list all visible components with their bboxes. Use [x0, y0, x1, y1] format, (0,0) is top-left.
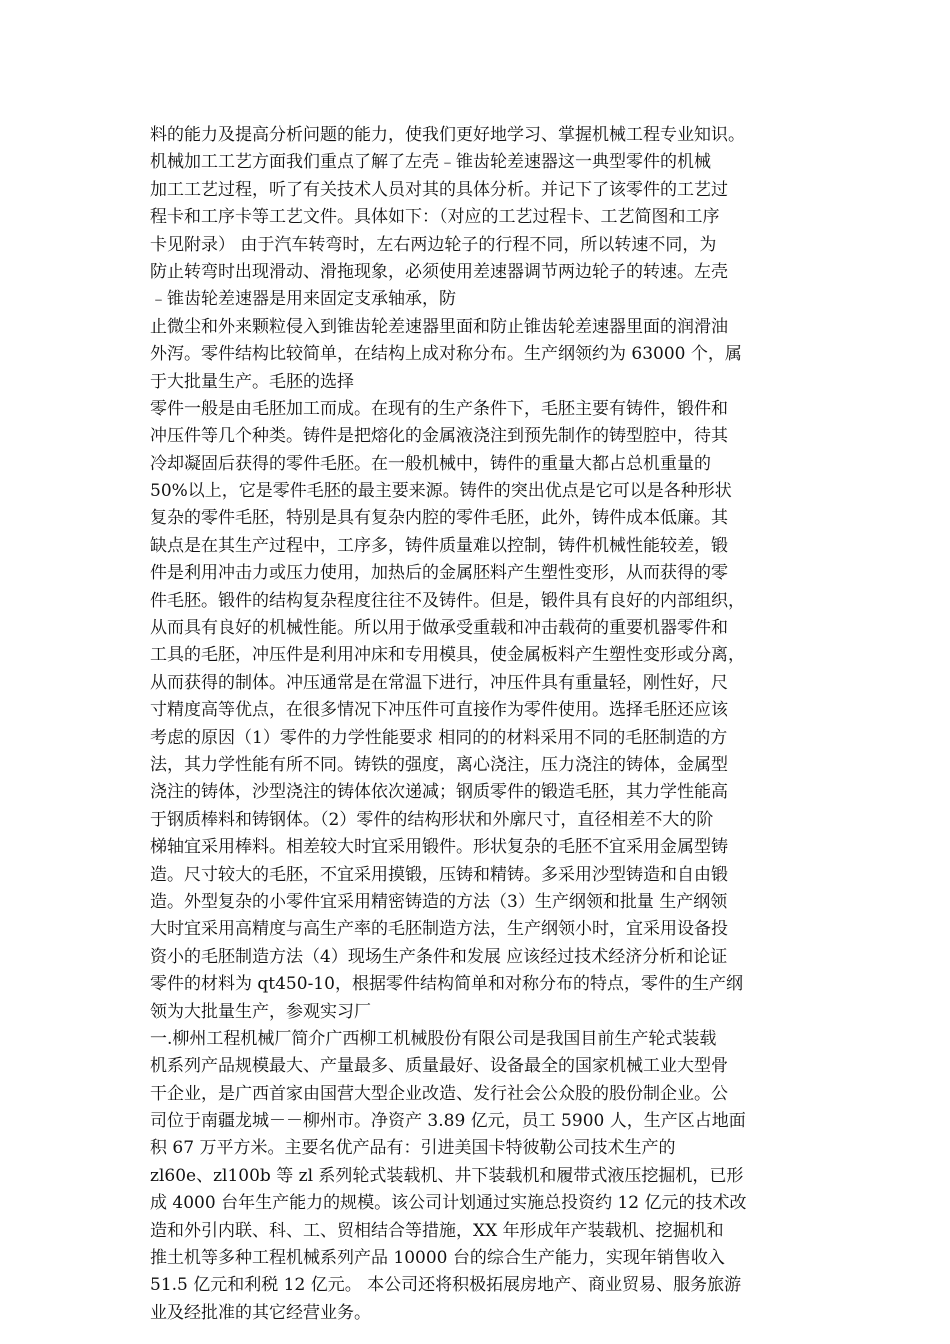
- text-line: 机械加工工艺方面我们重点了解了左壳﹣锥齿轮差速器这一典型零件的机械: [150, 152, 711, 173]
- text-line: 件毛胚。锻件的结构复杂程度往往不及铸件。但是，锻件具有良好的内部组织，: [150, 590, 745, 611]
- text-line: 件是利用冲击力或压力使用，加热后的金属胚料产生塑性变形，从而获得的零: [150, 563, 728, 584]
- text-line: 零件的材料为 qt450-10，根据零件结构简单和对称分布的特点，零件的生产纲: [150, 974, 743, 995]
- text-line: 从而获得的制体。冲压通常是在常温下进行，冲压件具有重量轻，刚性好，尺: [150, 672, 728, 693]
- text-line: 梯轴宜采用棒料。相差较大时宜采用锻件。形状复杂的毛胚不宜采用金属型铸: [150, 837, 728, 858]
- text-line: 外泻。零件结构比较简单，在结构上成对称分布。生产纲领约为 63000 个，属: [150, 344, 742, 365]
- text-line: 司位于南疆龙城－－柳州市。净资产 3.89 亿元，员工 5900 人，生产区占地面: [150, 1111, 746, 1132]
- text-line: 领为大批量生产，参观实习厂: [150, 1001, 371, 1022]
- text-line: 复杂的零件毛胚，特别是具有复杂内腔的零件毛胚，此外，铸件成本低廉。其: [150, 508, 728, 529]
- text-line: 机系列产品规模最大、产量最多、质量最好、设备最全的国家机械工业大型骨: [150, 1056, 728, 1077]
- text-line: ﹣锥齿轮差速器是用来固定支承轴承，防: [150, 289, 456, 310]
- text-line: 止微尘和外来颗粒侵入到锥齿轮差速器里面和防止锥齿轮差速器里面的润滑油: [150, 316, 728, 337]
- text-line: 业及经批准的其它经营业务。: [150, 1302, 371, 1323]
- text-line: 一.柳州工程机械厂简介广西柳工机械股份有限公司是我国目前生产轮式装载: [150, 1028, 717, 1049]
- text-line: 造。尺寸较大的毛胚，不宜采用摸锻，压铸和精铸。多采用沙型铸造和自由锻: [150, 864, 728, 885]
- text-line: 积 67 万平方米。主要名优产品有：引进美国卡特彼勒公司技术生产的: [150, 1138, 676, 1159]
- text-line: 冷却凝固后获得的零件毛胚。在一般机械中，铸件的重量大都占总机重量的: [150, 453, 711, 474]
- text-line: 推土机等多种工程机械系列产品 10000 台的综合生产能力，实现年销售收入: [150, 1248, 725, 1269]
- text-line: 料的能力及提高分析问题的能力，使我们更好地学习、掌握机械工程专业知识。: [150, 125, 745, 145]
- text-line: 防止转弯时出现滑动、滑拖现象，必须使用差速器调节两边轮子的转速。左壳: [150, 261, 728, 282]
- text-line: 浇注的铸体，沙型浇注的铸体依次递减；钢质零件的锻造毛胚，其力学性能高: [150, 782, 728, 803]
- text-line: 卡见附录） 由于汽车转弯时，左右两边轮子的行程不同，所以转速不同，为: [150, 234, 717, 255]
- text-line: 缺点是在其生产过程中，工序多，铸件质量难以控制，铸件机械性能较差，锻: [150, 535, 728, 556]
- text-line: 50%以上，它是零件毛胚的最主要来源。铸件的突出优点是它可以是各种形状: [150, 481, 732, 502]
- body-text: [150, 122, 840, 1327]
- text-line: 成 4000 台年生产能力的规模。该公司计划通过实施总投资约 12 亿元的技术改: [150, 1193, 747, 1214]
- text-line: 考虑的原因（1）零件的力学性能要求 相同的的材料采用不同的毛胚制造的方: [150, 727, 728, 748]
- text-line: 于大批量生产。毛胚的选择: [150, 371, 354, 392]
- text-line: 程卡和工序卡等工艺文件。具体如下：（对应的工艺过程卡、工艺简图和工序: [150, 207, 720, 228]
- text-line: 寸精度高等优点，在很多情况下冲压件可直接作为零件使用。选择毛胚还应该: [150, 700, 728, 721]
- text-line: 大时宜采用高精度与高生产率的毛胚制造方法，生产纲领小时，宜采用设备投: [150, 919, 728, 940]
- text-line: 冲压件等几个种类。铸件是把熔化的金属液浇注到预先制作的铸型腔中，待其: [150, 426, 728, 447]
- text-line: 造和外引内联、科、工、贸相结合等措施，XX 年形成年产装载机、挖掘机和: [150, 1220, 724, 1241]
- text-line: 工具的毛胚，冲压件是利用冲床和专用模具，使金属板料产生塑性变形或分离，: [150, 645, 745, 666]
- text-line: 干企业，是广西首家由国营大型企业改造、发行社会公众股的股份制企业。公: [150, 1083, 728, 1104]
- text-line: 造。外型复杂的小零件宜采用精密铸造的方法（3）生产纲领和批量 生产纲领: [150, 891, 728, 912]
- text-line: 51.5 亿元和利税 12 亿元。 本公司还将积极拓展房地产、商业贸易、服务旅游: [150, 1275, 742, 1296]
- text-line: 加工工艺过程，听了有关技术人员对其的具体分析。并记下了该零件的工艺过: [150, 179, 728, 200]
- text-line: 资小的毛胚制造方法（4）现场生产条件和发展 应该经过技术经济分析和论证: [150, 946, 728, 967]
- text-line: 零件一般是由毛胚加工而成。在现有的生产条件下，毛胚主要有铸件，锻件和: [150, 398, 728, 419]
- text-line: 从而具有良好的机械性能。所以用于做承受重载和冲击载荷的重要机器零件和: [150, 618, 728, 639]
- text-line: zl60e、zl100b 等 zl 系列轮式装载机、井下装载机和履带式液压挖掘机，已形: [150, 1165, 744, 1186]
- text-line: 法，其力学性能有所不同。铸铁的强度，离心浇注，压力浇注的铸体，金属型: [150, 754, 728, 775]
- text-line: 于钢质棒料和铸钢体。（2）零件的结构形状和外廓尺寸，直径相差不大的阶: [150, 809, 714, 830]
